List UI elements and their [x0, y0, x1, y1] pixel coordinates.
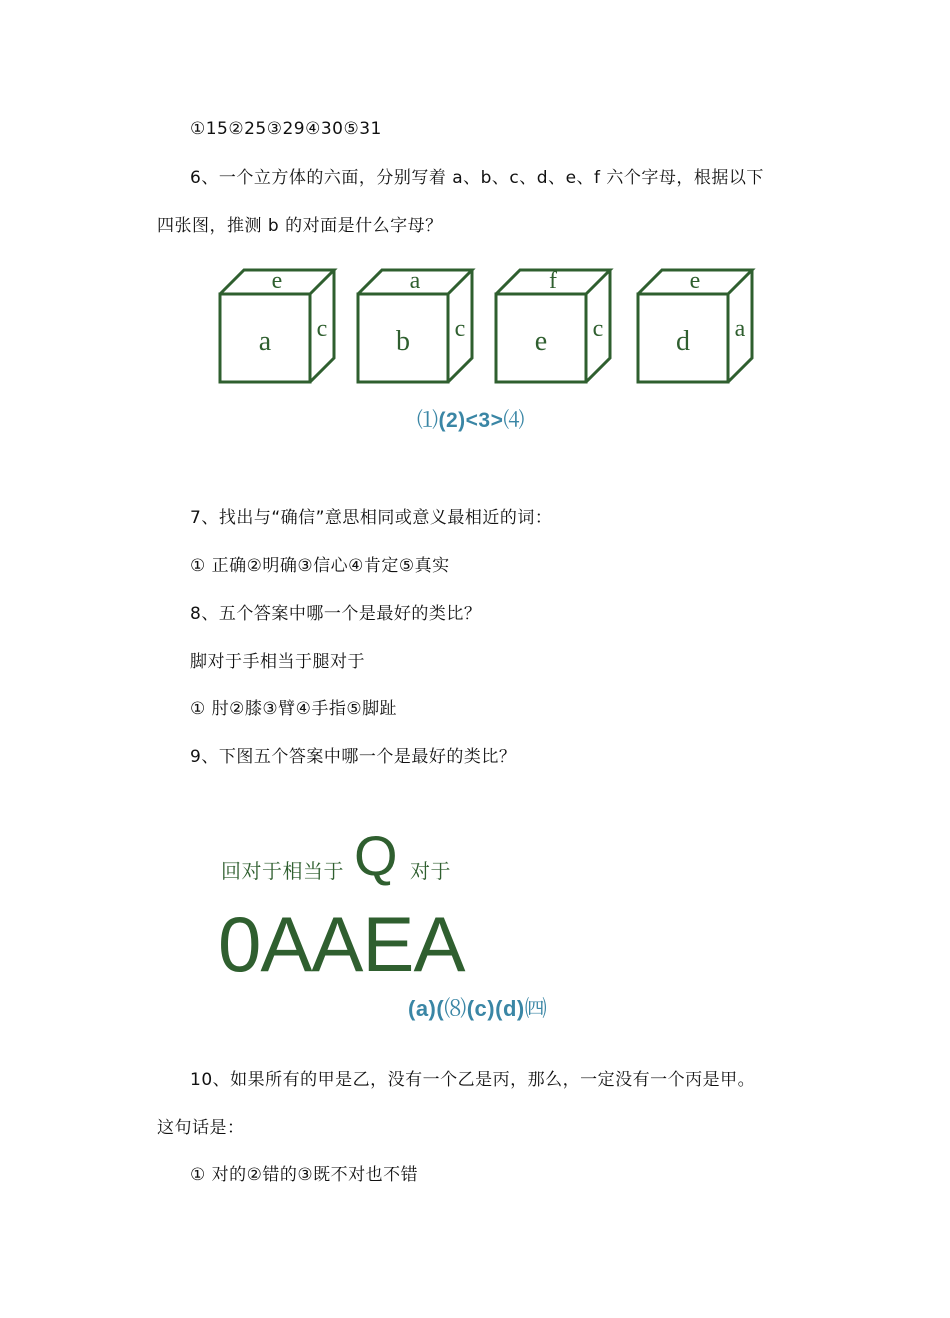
cube-figures	[210, 262, 770, 397]
q9-analogy-prefix: 回对于相当于	[221, 859, 344, 883]
q9-label-c: (c)	[466, 996, 496, 1021]
q10-question-line1: 10、如果所有的甲是乙，没有一个乙是丙，那么，一定没有一个丙是甲。	[190, 1070, 756, 1090]
q5-options: ①15②25③29④30⑤31	[190, 119, 382, 139]
cube-label-3: <3>	[465, 409, 504, 432]
q9-label-b-paren: (	[436, 996, 445, 1021]
q8-stem: 脚对于手相当于腿对于	[190, 652, 365, 672]
q10-options: ① 对的②错的③既不对也不错	[190, 1165, 419, 1185]
cube-top-face: f	[549, 268, 557, 294]
cube-front-face: a	[258, 326, 272, 357]
cube-label-2: (2)	[438, 409, 466, 432]
cube-front-face: e	[534, 326, 548, 357]
cube-labels	[417, 406, 525, 435]
cube-side-face: c	[316, 316, 328, 342]
q8-question: 8、五个答案中哪一个是最好的类比？	[190, 604, 482, 624]
q9-analogy-symbol: Q	[354, 824, 399, 887]
cube-front-face: b	[396, 326, 410, 357]
cube-3	[496, 268, 610, 382]
cube-side-face: a	[734, 316, 746, 342]
cube-label-4: ⑷	[503, 408, 525, 432]
q10-question-line2: 这句话是：	[157, 1118, 245, 1138]
q9-answer-labels	[408, 995, 547, 1023]
q9-analogy-suffix: 对于	[410, 859, 451, 883]
q9-label-d: (d)	[495, 996, 525, 1021]
cube-top-face: e	[689, 268, 701, 294]
cube-1	[220, 268, 334, 382]
cube-label-1: ⑴	[417, 408, 439, 432]
q9-label-a: (a)	[408, 996, 437, 1021]
q9-answer-figures: 0AAEA	[218, 900, 465, 988]
q6-question-line1: 6、一个立方体的六面，分别写着 a、b、c、d、e、f 六个字母，根据以下	[190, 168, 764, 188]
cube-side-face: c	[454, 316, 466, 342]
cube-top-face: a	[409, 268, 421, 294]
q7-options: ① 正确②明确③信心④肯定⑤真实	[190, 556, 450, 576]
q7-question: 7、找出与“确信”意思相同或意义最相近的词：	[190, 508, 553, 528]
cube-side-face: c	[592, 316, 604, 342]
q6-question-line2: 四张图，推测 b 的对面是什么字母？	[157, 216, 443, 236]
cube-front-face: d	[676, 326, 690, 357]
q9-label-e: ㈣	[524, 996, 548, 1021]
cube-2	[358, 268, 472, 382]
cube-top-face: e	[271, 268, 283, 294]
cube-4	[638, 268, 752, 382]
q8-options: ① 肘②膝③臂④手指⑤脚趾	[190, 699, 398, 719]
q9-label-b: ⑻	[444, 996, 467, 1021]
q9-question: 9、下图五个答案中哪一个是最好的类比？	[190, 747, 517, 767]
